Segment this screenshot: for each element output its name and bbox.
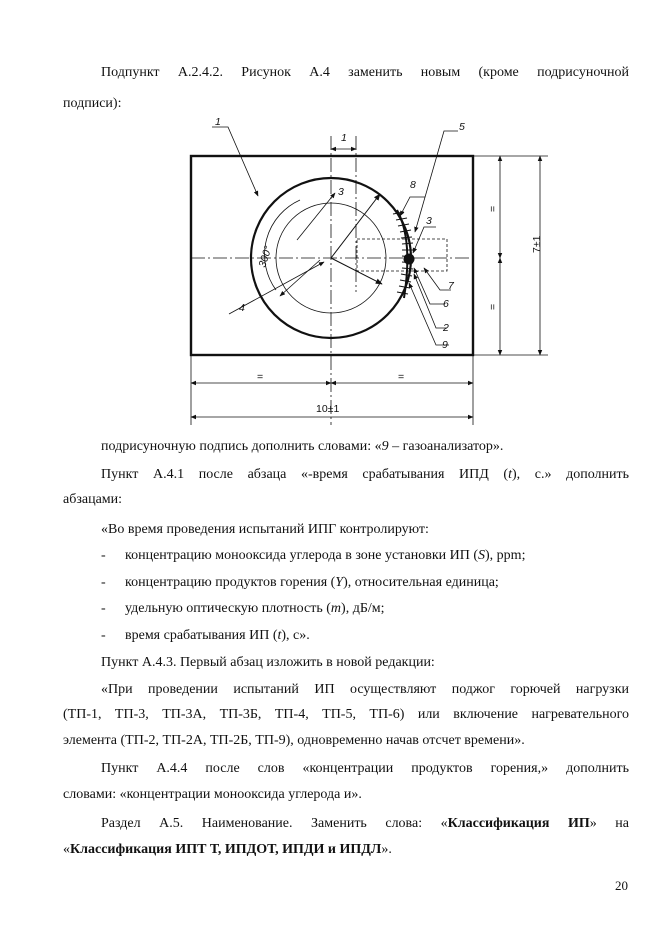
caption-addition: подрисуночную подпись дополнить словами: «9 – газоанализатор». <box>101 439 504 454</box>
outer-frame <box>191 156 473 355</box>
eq-top: = <box>487 205 499 212</box>
callout-8: 8 <box>410 179 416 191</box>
p443-quote-line1: «При проведении испытаний ИП осуществляют поджог горючей нагрузки <box>101 682 629 697</box>
p444-line2: словами: «концентрации монооксида углерода и». <box>63 787 362 802</box>
eq-bottom: = <box>487 303 499 310</box>
eq-left: = <box>257 371 264 383</box>
p441-line2: абзацами: <box>63 492 123 507</box>
intro-line: Подпункт А.2.4.2. Рисунок А.4 заменить новым (кроме подрисуночной <box>101 65 629 80</box>
callout-3b: 3 <box>426 215 432 227</box>
document-page: Подпункт А.2.4.2. Рисунок А.4 заменить новым (кроме подрисуночной подписи): 1 1 2 3 3 4 5 6 7 8 9 300° = = = = 10±1 7±1 подрисуночную подпись дополнить словами: «9 – газоанализатор». Пункт А.4.1 после абзаца «-время срабатывания ИПД (t), с.» дополнить абзацами: «Во время проведения испытаний ИПГ контролируют: - концентрацию монооксида углерода в зоне установки ИП (S), ppm; - концентрацию продуктов горения (Y), относительная единица; - удельную оптическую плотность (m), дБ/м; - время срабатывания ИП (t), с». Пункт А.4.3. Первый абзац изложить в новой редакции: «При проведении испытаний ИП осуществляют поджог горючей нагрузки (ТП-1, ТП-3, ТП-3А, ТП-3Б, ТП-4, ТП-5, ТП-6) или включение нагревательного элемента (ТП-2, ТП-2А, ТП-2Б, ТП-9), одновременно начав отсчет времени». Пункт А.4.4 после слов «концентрации продуктов горения,» дополнить словами: «концентрации монооксида углерода и». Раздел А.5. Наименование. Заменить слова: «Классификация ИП» на «Классификация ИПТ Т, ИПДОТ, ИПДИ и ИПДЛ». 20 <box>0 0 661 935</box>
callout-2: 2 <box>443 322 449 334</box>
sensor-dot <box>404 254 415 265</box>
dim-horizontal: 10±1 <box>316 403 340 415</box>
page-number: 20 <box>615 878 628 893</box>
callout-5: 5 <box>459 121 465 133</box>
callout-7: 7 <box>448 280 454 292</box>
eq-right: = <box>398 371 405 383</box>
a5-line2: «Классификация ИПТ Т, ИПДОТ, ИПДИ и ИПДЛ». <box>63 842 392 857</box>
p441-quote: «Во время проведения испытаний ИПГ контролируют: <box>101 522 429 537</box>
a5-line1: Раздел А.5. Наименование. Заменить слова: «Классификация ИП» на <box>101 816 630 831</box>
p443-quote-line3: элемента (ТП-2, ТП-2А, ТП-2Б, ТП-9), одновременно начав отсчет времени». <box>63 733 525 748</box>
callout-9: 9 <box>442 339 448 351</box>
intro-continuation: подписи): <box>63 96 122 111</box>
p441-line1: Пункт А.4.1 после абзаца «-время срабатывания ИПД (t), с.» дополнить <box>101 467 629 482</box>
p444-line1: Пункт А.4.4 после слов «концентрации продуктов горения,» дополнить <box>101 761 629 776</box>
callout-6: 6 <box>443 298 449 310</box>
callout-1-dim: 1 <box>341 132 347 144</box>
p443-heading: Пункт А.4.3. Первый абзац изложить в новой редакции: <box>101 655 435 670</box>
p443-quote-line2: (ТП-1, ТП-3, ТП-3А, ТП-3Б, ТП-4, ТП-5, ТП-6) или включение нагревательного <box>63 707 629 722</box>
callout-4: 4 <box>239 302 245 314</box>
callout-3a: 3 <box>338 186 344 198</box>
callout-1: 1 <box>215 116 221 128</box>
angle-label: 300° <box>256 244 275 269</box>
dim-vertical: 7±1 <box>531 235 543 253</box>
